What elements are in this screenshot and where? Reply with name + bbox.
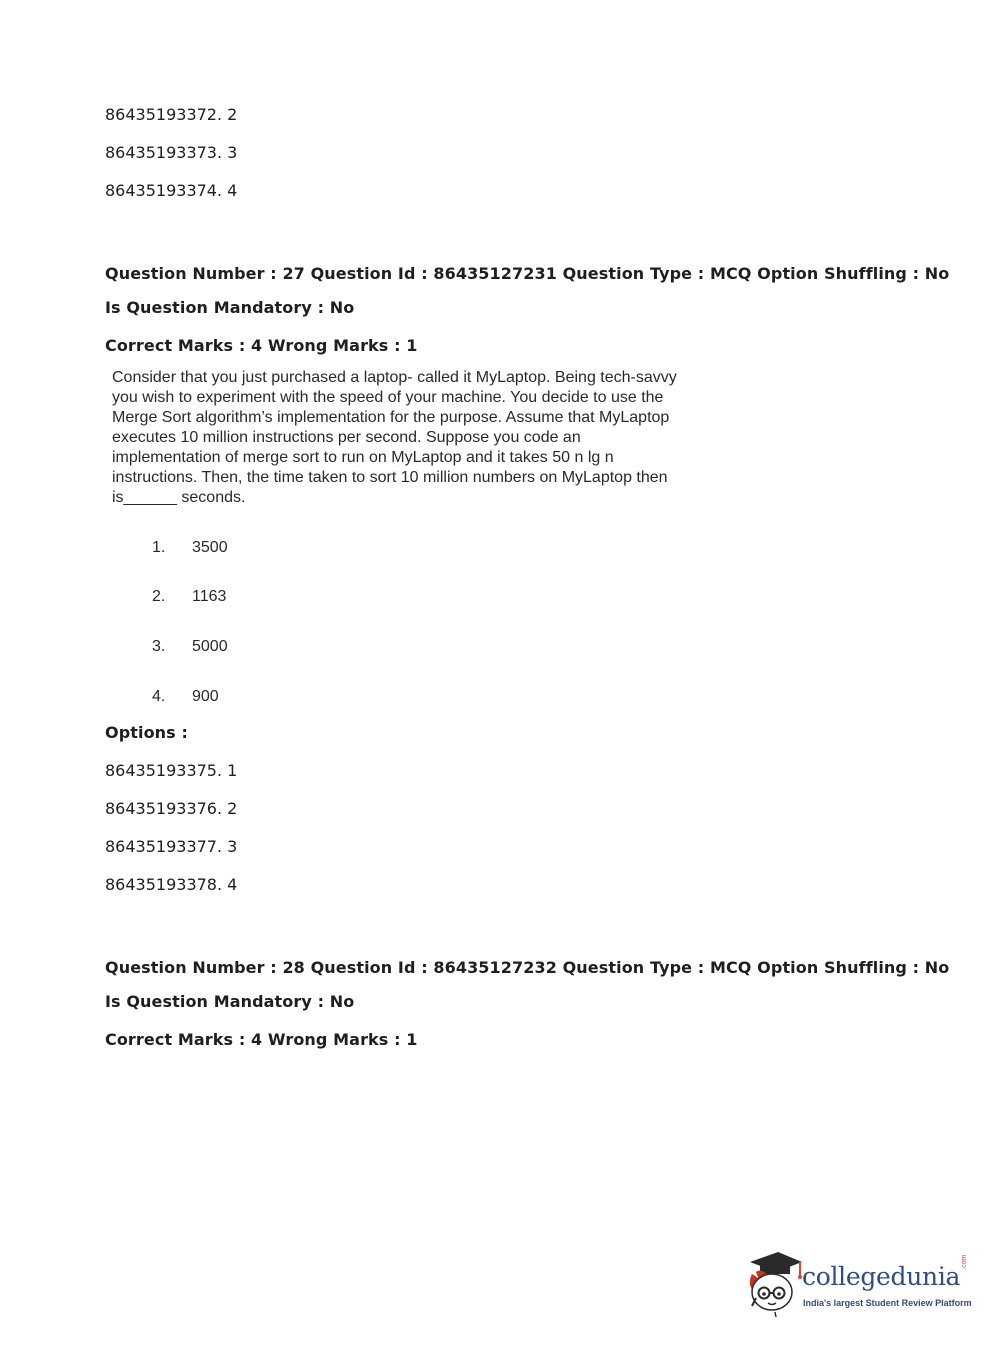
option-line: 86435193378. 4 xyxy=(105,875,238,894)
choice-number: 3. xyxy=(152,638,166,655)
question-header: Question Number : 27 Question Id : 86435127231 Question Type : MCQ Option Shuffling : No xyxy=(105,264,950,283)
question-marks: Correct Marks : 4 Wrong Marks : 1 xyxy=(105,336,418,355)
question-mandatory: Is Question Mandatory : No xyxy=(105,298,355,317)
choice-value: 5000 xyxy=(192,638,228,655)
question-text-line: instructions. Then, the time taken to sort 10 million numbers on MyLaptop then xyxy=(112,469,668,486)
choice-value: 900 xyxy=(192,688,219,705)
choice-number: 1. xyxy=(152,539,166,556)
answer-choice xyxy=(152,637,228,657)
option-line: 86435193377. 3 xyxy=(105,837,238,856)
choice-value: 1163 xyxy=(192,588,227,605)
answer-choice xyxy=(152,687,219,707)
option-line: 86435193374. 4 xyxy=(105,181,238,200)
choice-number: 2. xyxy=(152,588,166,605)
question-text-line: Consider that you just purchased a laptop- called it MyLaptop. Being tech-savvy xyxy=(112,369,677,386)
question-text-line: implementation of merge sort to run on MyLaptop and it takes 50 n lg n xyxy=(112,449,614,466)
option-line: 86435193372. 2 xyxy=(105,105,238,124)
question-text-line: executes 10 million instructions per second. Suppose you code an xyxy=(112,429,581,446)
logo-tagline: India's largest Student Review Platform xyxy=(803,1298,972,1308)
question-text-line: Merge Sort algorithm’s implementation for the purpose. Assume that MyLaptop xyxy=(112,409,670,426)
answer-choice xyxy=(152,538,228,558)
logo-com: .com xyxy=(961,1254,968,1270)
option-line: 86435193375. 1 xyxy=(105,761,238,780)
question-mandatory: Is Question Mandatory : No xyxy=(105,992,355,1011)
question-text xyxy=(112,368,716,508)
collegedunia-logo xyxy=(742,1248,972,1320)
options-label: Options : xyxy=(105,723,188,742)
student-mascot-icon xyxy=(742,1248,804,1318)
question-header: Question Number : 28 Question Id : 86435127232 Question Type : MCQ Option Shuffling : No xyxy=(105,958,950,977)
option-line: 86435193376. 2 xyxy=(105,799,238,818)
answer-choice xyxy=(152,587,226,607)
question-text-line: is______ seconds. xyxy=(112,489,246,506)
question-marks: Correct Marks : 4 Wrong Marks : 1 xyxy=(105,1030,418,1049)
logo-wordmark: collegedunia xyxy=(802,1262,961,1291)
option-line: 86435193373. 3 xyxy=(105,143,238,162)
choice-value: 3500 xyxy=(192,539,228,556)
question-text-line: you wish to experiment with the speed of your machine. You decide to use the xyxy=(112,389,664,406)
choice-number: 4. xyxy=(152,688,166,705)
